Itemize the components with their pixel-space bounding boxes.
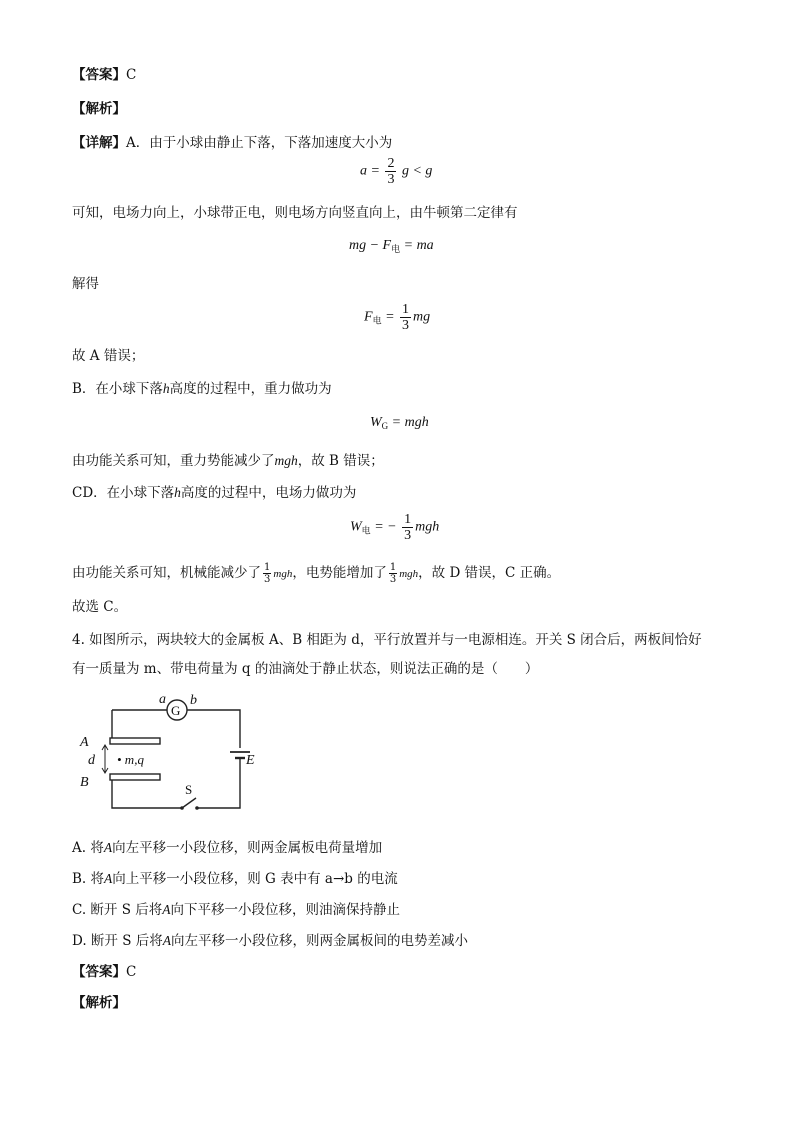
switch-lever [182,798,196,808]
label-e: E [246,753,255,768]
formula-acceleration: a = $\frac{2}{3}$ g < g [360,156,433,187]
text-line-cd1: CD．在小球下落h高度的过程中，电场力做功为 [72,485,357,501]
analysis-heading-1: 【解析】 [72,101,126,117]
label-oil-drop: • m,q [117,752,144,767]
label-d: d [88,753,95,768]
plate-a [110,738,160,744]
circuit-diagram [72,690,272,820]
text-choose: 故选 C。 [72,599,128,615]
plate-b [110,774,160,780]
fraction: $\frac{1}{3}$ [404,512,412,543]
label-a: a [159,692,166,707]
formula-newton: mg − $F_电$ = ma [349,238,434,254]
text-solve: 解得 [72,276,99,292]
formula-electric-work: $W_电$ = − $\frac{1}{3}$ mgh [350,512,440,543]
wire [112,780,182,808]
label-plate-a: A [80,735,89,750]
text-line-force-direction: 可知，电场力向上，小球带正电，则电场方向竖直向上，由牛顿第二定律有 [72,205,518,221]
analysis-heading-2: 【解析】 [72,995,126,1011]
option-a: A. 将A向左平移一小段位移，则两金属板电荷量增加 [72,840,383,856]
fraction: $\frac{1}{3}$ [264,562,271,585]
fraction: $\frac{2}{3}$ [387,156,395,187]
label-g: G [171,703,181,718]
question-4-line-1: 4. 如图所示，两块较大的金属板 A、B 相距为 d，平行放置并与一电源相连。开关 S 闭合后，两板间恰好 [72,632,702,648]
question-4-line-2: 有一质量为 m、带电荷量为 q 的油滴处于静止状态，则说法正确的是（ ） [72,661,539,677]
text-line-cd2: 由功能关系可知，机械能减少了 $\frac{1}{3}$ mgh，电势能增加了 $\frac{1}{3}$ mgh，故 D 错误，C 正确。 [72,562,561,585]
fraction: $\frac{1}{3}$ [389,562,397,585]
option-d: D. 断开 S 后将A向左平移一小段位移，则两金属板间的电势差减小 [72,933,469,949]
fraction: $\frac{1}{3}$ [402,302,410,333]
switch-contact [195,806,199,810]
option-b: B. 将A向上平移一小段位移，则 G 表中有 a→b 的电流 [72,871,398,887]
label-s: S [185,782,193,797]
switch-pivot [180,806,184,810]
label-plate-b: B [80,775,89,790]
label-b: b [190,693,197,708]
text-a-wrong: 故 A 错误； [72,348,145,364]
text-line-b1: B．在小球下落h高度的过程中，重力做功为 [72,381,332,397]
formula-electric-force: $F_电$ = $\frac{1}{3}$ mg [364,302,431,333]
detail-line-a: 【详解】A．由于小球由静止下落，下落加速度大小为 [72,135,393,151]
wire [187,710,240,748]
answer-line-1: 【答案】C [72,67,137,83]
answer-line-2: 【答案】C [72,964,137,980]
text-line-b2: 由功能关系可知，重力势能减少了mgh，故 B 错误； [72,453,384,469]
option-c: C. 断开 S 后将A向下平移一小段位移，则油滴保持静止 [72,902,401,918]
formula-gravity-work: $W_G$ = mgh [370,415,429,431]
wire [197,758,240,808]
